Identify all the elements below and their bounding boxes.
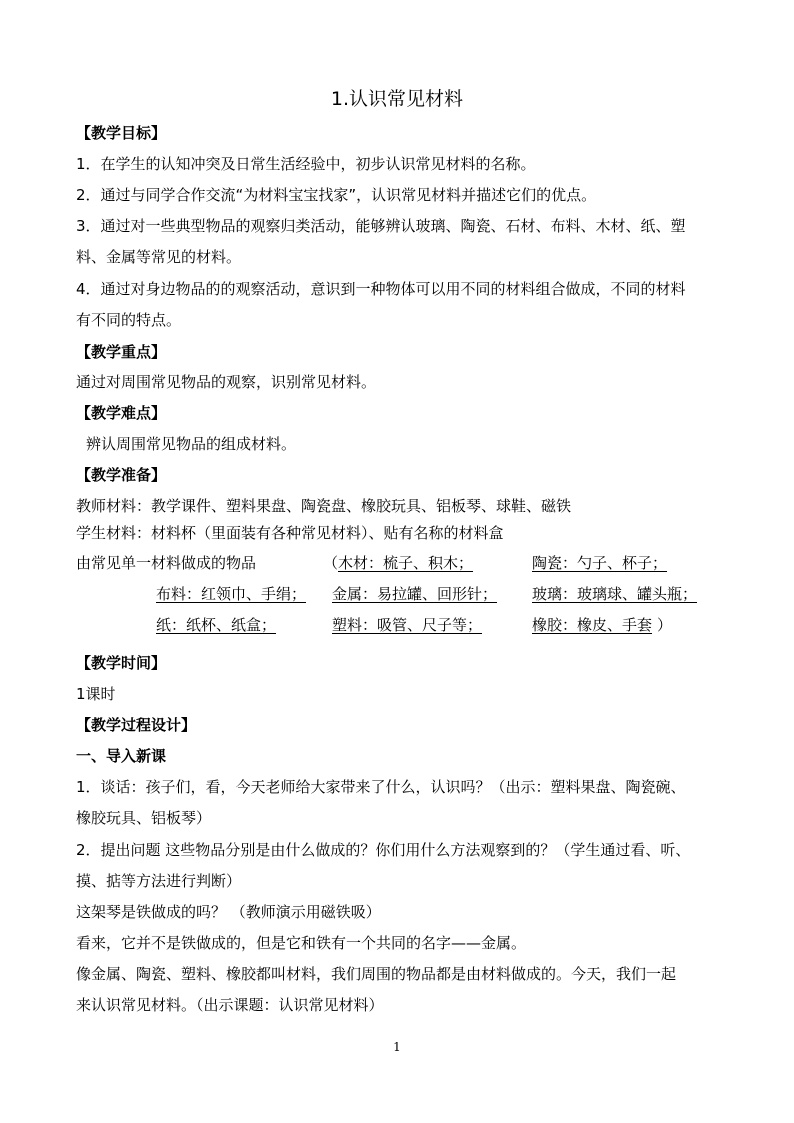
item-plastic: 塑料：吸管、尺子等； xyxy=(332,616,483,634)
key-point-text: 通过对周围常见物品的观察，识别常见材料。 xyxy=(76,373,377,391)
item-wood: 木材：梳子、积木； xyxy=(338,554,474,572)
item-rubber: 橡胶：橡皮、手套 xyxy=(532,616,653,634)
paragraph-1-line-2: 橡胶玩具、铝板琴） xyxy=(76,809,212,827)
item-glass: 玻璃：玻璃球、罐头瓶； xyxy=(532,585,698,603)
paragraph-2-line-2: 摸、掂等方法进行判断） xyxy=(76,872,242,890)
goal-3-line-1: 3．通过对一些典型物品的观察归类活动，能够辨认玻璃、陶瓷、石材、布料、木材、纸、塑 xyxy=(76,217,686,235)
paragraph-3: 这架琴是铁做成的吗？ （教师演示用磁铁吸） xyxy=(76,903,381,921)
paragraph-5-line-1: 像金属、陶瓷、塑料、橡胶都叫材料，我们周围的物品都是由材料做成的。今天，我们一起 xyxy=(76,965,677,983)
paragraph-4: 看来，它并不是铁做成的，但是它和铁有一个共同的名字——金属。 xyxy=(76,934,527,952)
goals-heading: 【教学目标】 xyxy=(76,124,167,142)
goal-3-line-2: 料、金属等常见的材料。 xyxy=(76,248,242,266)
page-title: 1.认识常见材料 xyxy=(330,88,464,110)
items-close-paren: ） xyxy=(657,616,673,634)
item-ceramic: 陶瓷：勺子、杯子； xyxy=(532,554,668,572)
item-paper: 纸：纸杯、纸盒； xyxy=(156,616,277,634)
key-point-heading: 【教学重点】 xyxy=(76,343,167,361)
teacher-materials: 教师材料：教学课件、塑料果盘、陶瓷盘、橡胶玩具、铝板琴、球鞋、磁铁 xyxy=(76,497,572,515)
item-cloth: 布料：红领巾、手绢； xyxy=(156,585,307,603)
goal-4-line-1: 4．通过对身边物品的的观察活动，意识到一种物体可以用不同的材料组合做成，不同的材料 xyxy=(76,280,686,298)
time-text: 1课时 xyxy=(76,685,116,703)
paragraph-5-line-2: 来认识常见材料。（出示课题：认识常见材料） xyxy=(76,996,384,1014)
items-open-paren: （ xyxy=(323,554,339,572)
item-metal: 金属：易拉罐、回形针； xyxy=(332,585,498,603)
paragraph-2-line-1: 2．提出问题 这些物品分别是由什么做成的？你们用什么方法观察到的？（学生通过看、听、 xyxy=(76,841,691,859)
part-1-heading: 一、导入新课 xyxy=(76,747,167,765)
goal-2: 2．通过与同学合作交流“为材料宝宝找家”，认识常见材料并描述它们的优点。 xyxy=(76,186,597,204)
goal-1: 1．在学生的认知冲突及日常生活经验中，初步认识常见材料的名称。 xyxy=(76,155,536,173)
student-materials: 学生材料：材料杯（里面装有各种常见材料）、贴有名称的材料盒 xyxy=(76,524,504,542)
paragraph-1-line-1: 1．谈话：孩子们，看，今天老师给大家带来了什么，认识吗？（出示：塑料果盘、陶瓷碗、 xyxy=(76,778,686,796)
process-heading: 【教学过程设计】 xyxy=(76,716,197,734)
difficulty-text: 辨认周围常见物品的组成材料。 xyxy=(86,435,297,453)
goal-4-line-2: 有不同的特点。 xyxy=(76,311,182,329)
page-number: 1 xyxy=(393,1040,401,1054)
time-heading: 【教学时间】 xyxy=(76,654,167,672)
preparation-heading: 【教学准备】 xyxy=(76,466,167,484)
items-label: 由常见单一材料做成的物品 xyxy=(76,554,257,572)
difficulty-heading: 【教学难点】 xyxy=(76,404,167,422)
